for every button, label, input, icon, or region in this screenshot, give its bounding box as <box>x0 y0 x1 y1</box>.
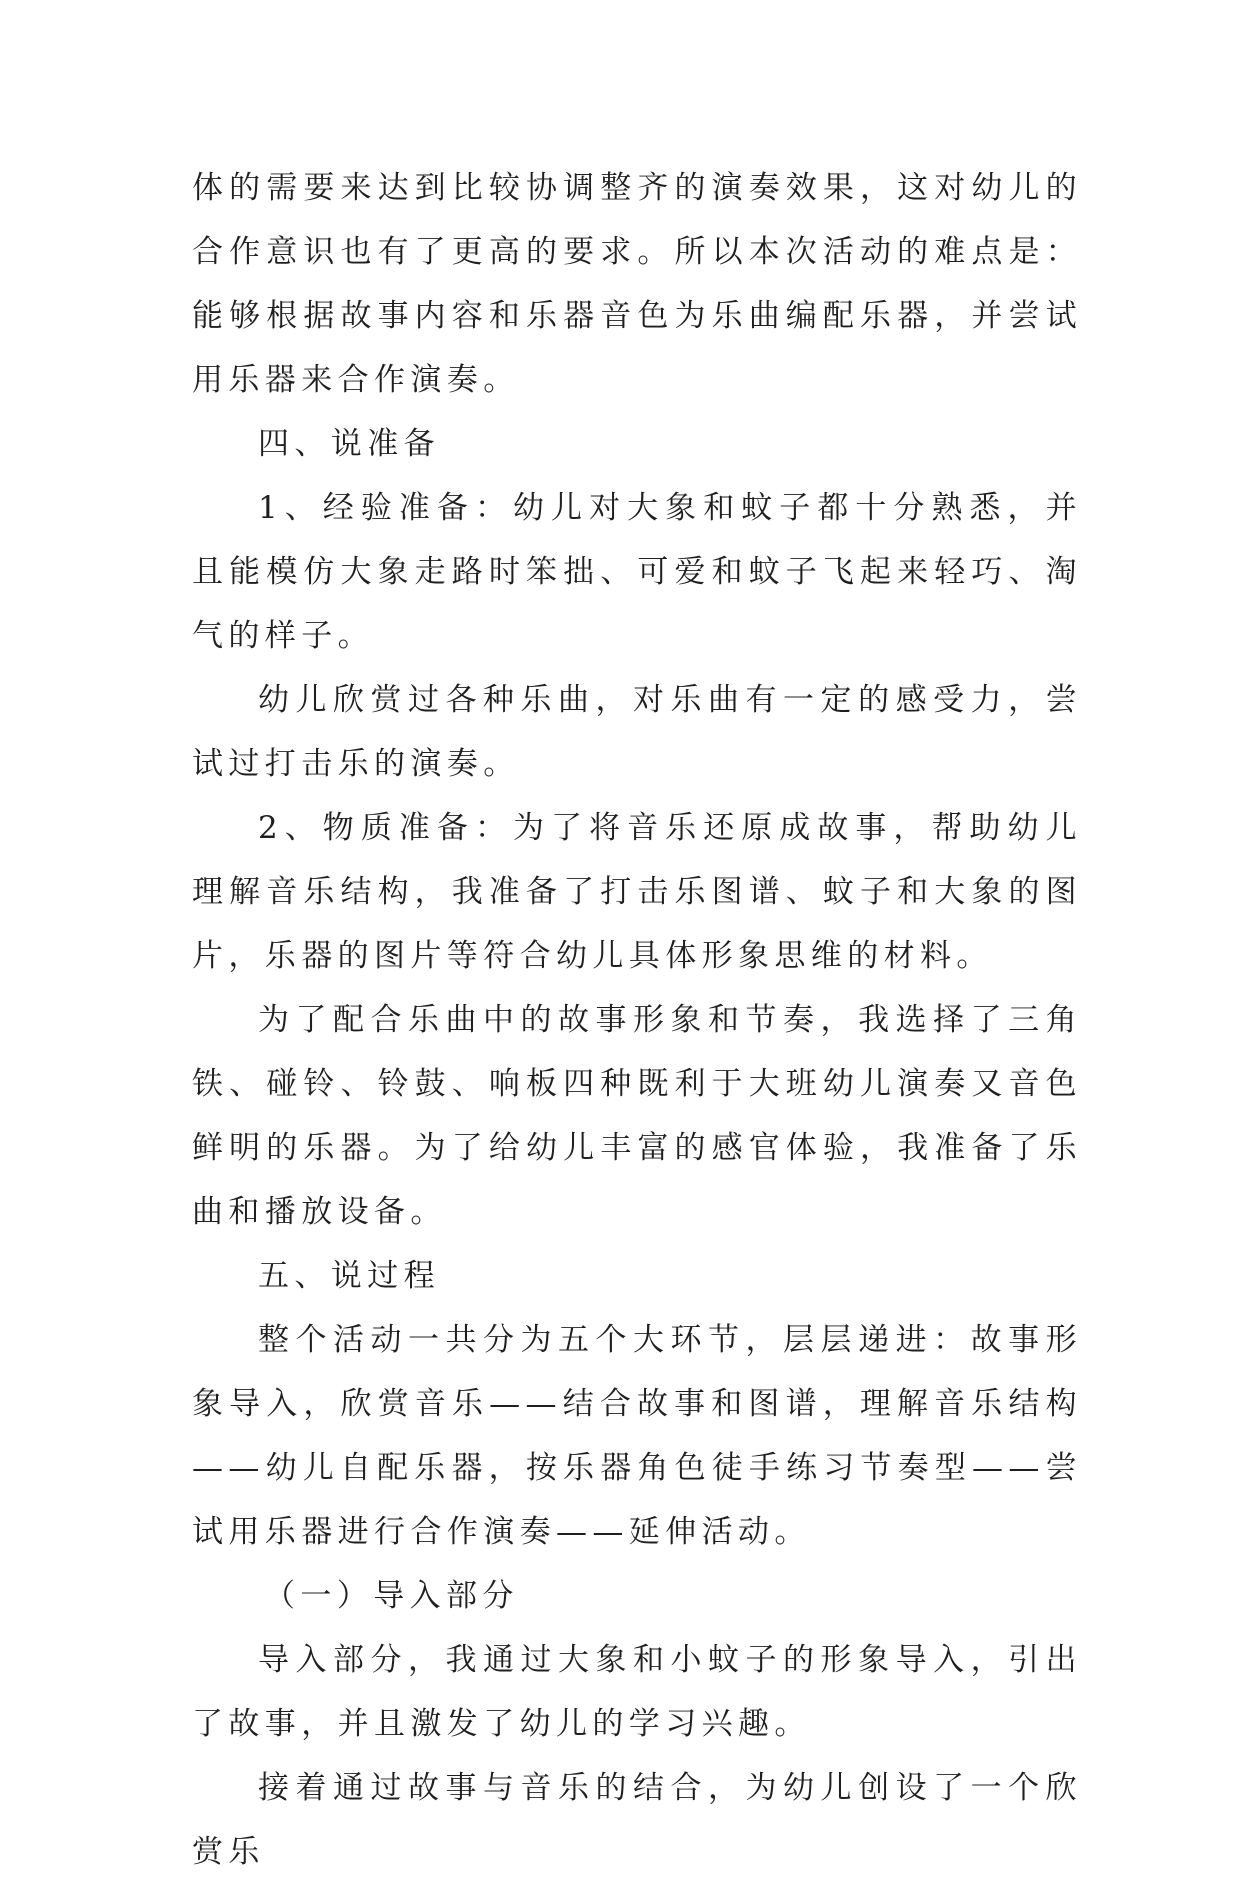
paragraph-difficulty-continued: 体的需要来达到比较协调整齐的演奏效果，这对幼儿的合作意识也有了更高的要求。所以本次活动的难点是：能够根据故事内容和乐器音色为乐曲编配乐器，并尝试用乐器来合作演奏。 <box>192 170 1082 398</box>
paragraph-experience-preparation: 1、经验准备：幼儿对大象和蚊子都十分熟悉，并且能模仿大象走路时笨拙、可爱和蚊子飞起来轻巧、淘气的样子。 <box>192 490 1082 654</box>
paragraph-music-experience: 幼儿欣赏过各种乐曲，对乐曲有一定的感受力，尝试过打击乐的演奏。 <box>192 682 1082 782</box>
section-heading-process: 五、说过程 <box>258 1258 440 1294</box>
subsection-heading-introduction: （一）导入部分 <box>264 1578 519 1614</box>
section-heading-preparation: 四、说准备 <box>258 426 440 462</box>
document-body <box>192 156 1082 1884</box>
paragraph-process-overview: 整个活动一共分为五个大环节，层层递进：故事形象导入，欣赏音乐——结合故事和图谱，理解音乐结构——幼儿自配乐器，按乐器角色徒手练习节奏型——尝试用乐器进行合作演奏——延伸活动。 <box>192 1322 1082 1550</box>
paragraph-material-preparation: 2、物质准备：为了将音乐还原成故事，帮助幼儿理解音乐结构，我准备了打击乐图谱、蚊子和大象的图片，乐器的图片等符合幼儿具体形象思维的材料。 <box>192 810 1082 974</box>
paragraph-story-music: 接着通过故事与音乐的结合，为幼儿创设了一个欣赏乐 <box>192 1770 1082 1870</box>
paragraph-introduction: 导入部分，我通过大象和小蚊子的形象导入，引出了故事，并且激发了幼儿的学习兴趣。 <box>192 1642 1082 1742</box>
paragraph-instrument-selection: 为了配合乐曲中的故事形象和节奏，我选择了三角铁、碰铃、铃鼓、响板四种既利于大班幼儿演奏又音色鲜明的乐器。为了给幼儿丰富的感官体验，我准备了乐曲和播放设备。 <box>192 1002 1082 1230</box>
